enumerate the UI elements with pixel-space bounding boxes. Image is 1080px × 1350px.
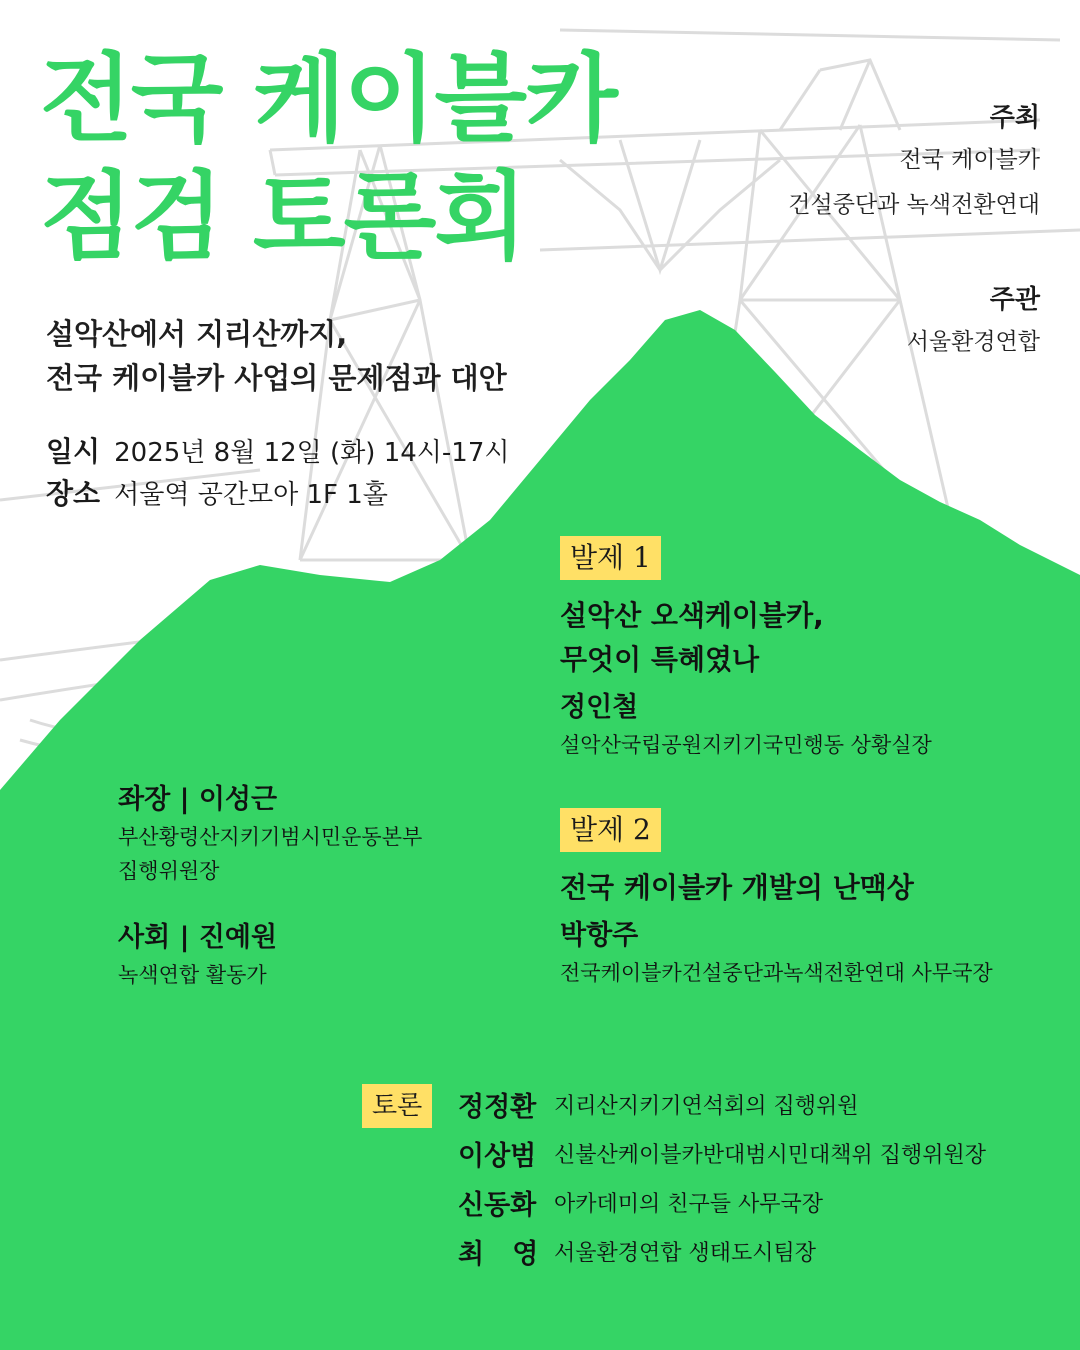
panelist-role: 신불산케이블카반대범시민대책위 집행위원장 [554, 1142, 987, 1168]
panelist-name: 이상범 [458, 1140, 537, 1172]
discussion-panelist [458, 1227, 816, 1275]
panelist-role: 아카데미의 친구들 사무국장 [554, 1191, 824, 1217]
subtitle-line-1: 설악산에서 지리산까지, [46, 317, 348, 351]
place-row [46, 474, 388, 515]
organizer-line-1: 서울환경연합 [906, 329, 1040, 355]
panelist-name: 최 영 [458, 1238, 539, 1270]
presentation-2-tag: 발제 2 [560, 808, 661, 852]
discussion-tag: 토론 [362, 1084, 432, 1128]
panelist-name: 정정환 [458, 1091, 537, 1123]
presentation-2-role: 전국케이블카건설중단과녹색전환연대 사무국장 [560, 961, 993, 985]
place-label: 장소 [46, 477, 101, 510]
presentation-1 [560, 536, 932, 762]
host-line-2: 건설중단과 녹색전환연대 [788, 192, 1040, 218]
date-label: 일시 [46, 435, 101, 468]
host-block [788, 98, 1040, 228]
title-line-2: 점검 토론회 [40, 161, 526, 273]
presentation-2 [560, 808, 993, 990]
moderator-label: 사회 | 진예원 [118, 922, 278, 953]
organizer-label: 주관 [989, 285, 1040, 315]
poster-subtitle [46, 312, 507, 400]
presentation-2-presenter: 박항주 [560, 920, 639, 951]
chair-role-line-2: 집행위원장 [118, 859, 220, 883]
panelist-role: 서울환경연합 생태도시팀장 [554, 1240, 817, 1266]
presentation-1-title-line-1: 설악산 오색케이블카, [560, 599, 824, 632]
presentation-1-role: 설악산국립공원지키기국민행동 상황실장 [560, 733, 932, 757]
presentation-1-presenter: 정인철 [560, 692, 639, 723]
presentation-1-title-line-2: 무엇이 특혜였나 [560, 643, 760, 676]
chair-block [118, 780, 422, 888]
discussion-panelist [458, 1129, 986, 1177]
poster-title [40, 40, 616, 276]
presentation-1-tag: 발제 1 [560, 536, 661, 580]
discussion-panelist [458, 1080, 859, 1128]
place-value: 서울역 공간모아 1F 1홀 [114, 480, 388, 510]
subtitle-line-2: 전국 케이블카 사업의 문제점과 대안 [46, 361, 507, 395]
panelist-name: 신동화 [458, 1189, 537, 1221]
chair-label: 좌장 | 이성근 [118, 784, 278, 815]
chair-role-line-1: 부산황령산지키기범시민운동본부 [118, 825, 423, 849]
title-line-1: 전국 케이블카 [40, 43, 616, 155]
organizer-block [907, 280, 1040, 365]
panelist-role: 지리산지키기연석회의 집행위원 [554, 1093, 859, 1119]
discussion-panelist [458, 1178, 823, 1226]
host-line-1: 전국 케이블카 [899, 147, 1040, 173]
presentation-2-title: 전국 케이블카 개발의 난맥상 [560, 871, 914, 904]
date-value: 2025년 8월 12일 (화) 14시-17시 [114, 438, 510, 468]
date-row [46, 432, 510, 473]
moderator-role: 녹색연합 활동가 [118, 963, 267, 987]
moderator-block [118, 918, 277, 992]
host-label: 주최 [989, 103, 1040, 133]
